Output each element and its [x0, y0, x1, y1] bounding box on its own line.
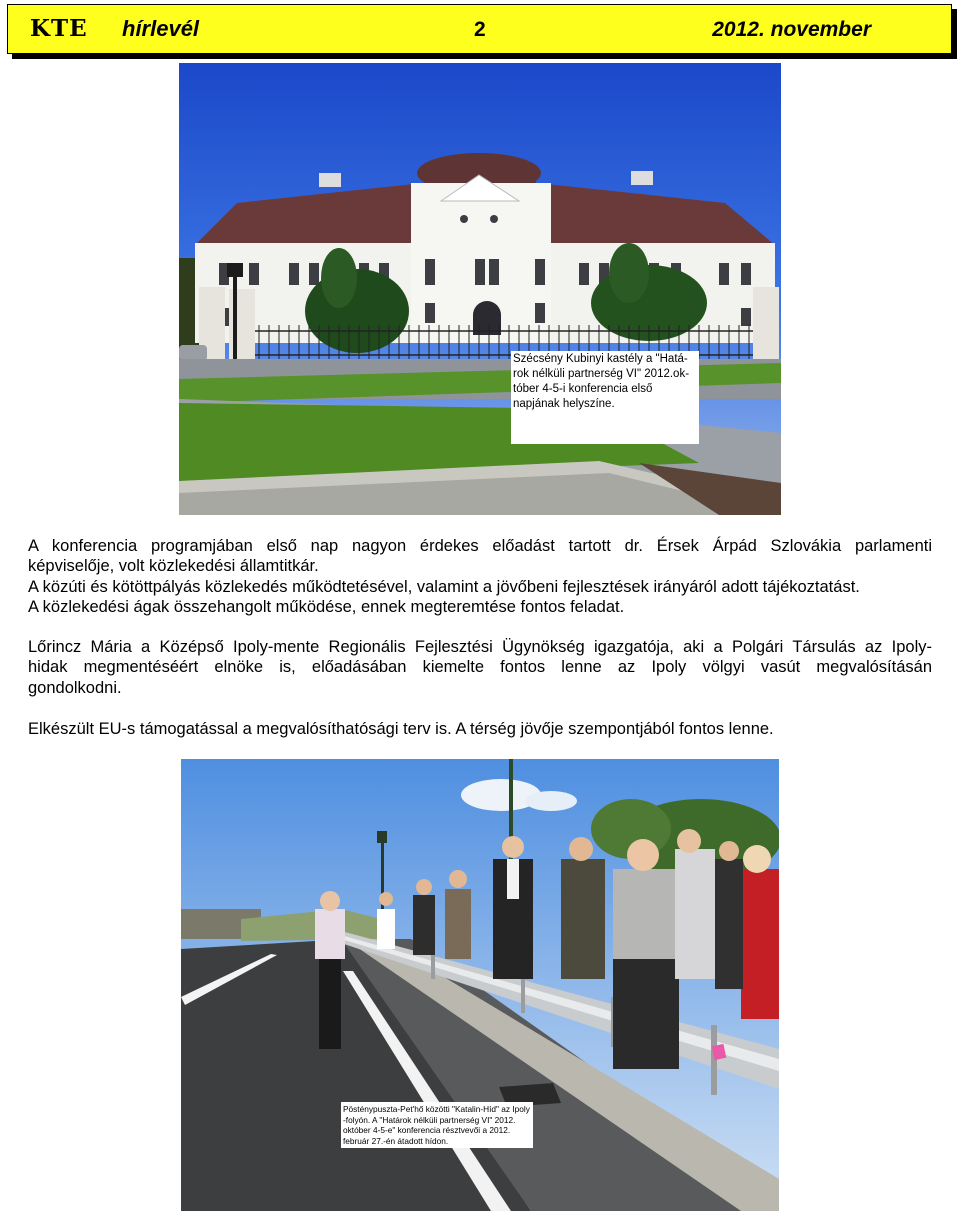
paragraph-line: képviselője, volt közlekedési államtitkár. — [28, 557, 319, 576]
caption-line: rok nélküli partnerség VI" 2012.ok- — [513, 368, 690, 380]
paragraph-line: A közlekedési ágak összehangolt működése, ennek megteremtése fontos feladat. — [28, 598, 625, 617]
newsletter-title: hírlevél — [122, 16, 200, 41]
castle-illustration — [179, 63, 781, 515]
newsletter-brand: KTE — [30, 15, 88, 42]
paragraph-2 — [28, 637, 932, 698]
page-number: 2 — [474, 18, 486, 41]
paragraph-line: Lőrincz Mária a Középső Ipoly-mente Regionális Fejlesztési Ügynökség igazgatója, aki a Polgári Társulás az Ipoly- — [28, 638, 932, 656]
caption-line: tóber 4-5-i konferencia első — [513, 383, 653, 395]
bridge-photo-caption — [341, 1102, 533, 1148]
caption-line: október 4-5-e" konferencia résztvevői a 2012. — [343, 1125, 511, 1135]
issue-date: 2012. november — [712, 18, 871, 41]
castle-photo-caption — [511, 351, 699, 444]
paragraph-line: A közúti és kötöttpályás közlekedés működtetésével, valamint a jövőbeni fejlesztések irányáról adott tájékoztatást. — [28, 577, 860, 596]
caption-line: február 27.-én átadott hídon. — [343, 1135, 449, 1146]
paragraph-line: hidak megmentéséért elnöke is, előadásában kiemelte fontos lenne az Ipoly völgyi vasút megvalósításán — [28, 658, 932, 677]
castle-photo — [179, 63, 781, 515]
paragraph-line: gondolkodni. — [28, 678, 122, 697]
caption-line: Pösténypuszta-Pet'hő közötti "Katalin-Híd" az Ipoly — [343, 1104, 530, 1114]
caption-line: napjának helyszíne. — [513, 398, 615, 410]
paragraph-3 — [28, 719, 932, 739]
caption-line: -folyón. A "Határok nélküli partnerség VI" 2012. — [343, 1114, 516, 1125]
paragraph-line: A konferencia programjában első nap nagyon érdekes előadást tartott dr. Érsek Árpád Szlovákia parlamenti — [28, 537, 932, 555]
paragraph-line: Elkészült EU-s támogatással a megvalósíthatósági terv is. A térség jövője szempontjából fontos lenne. — [28, 720, 774, 738]
paragraph-1 — [28, 536, 932, 618]
caption-line: Szécsény Kubinyi kastély a "Hatá- — [513, 353, 688, 365]
header-banner — [7, 4, 952, 54]
